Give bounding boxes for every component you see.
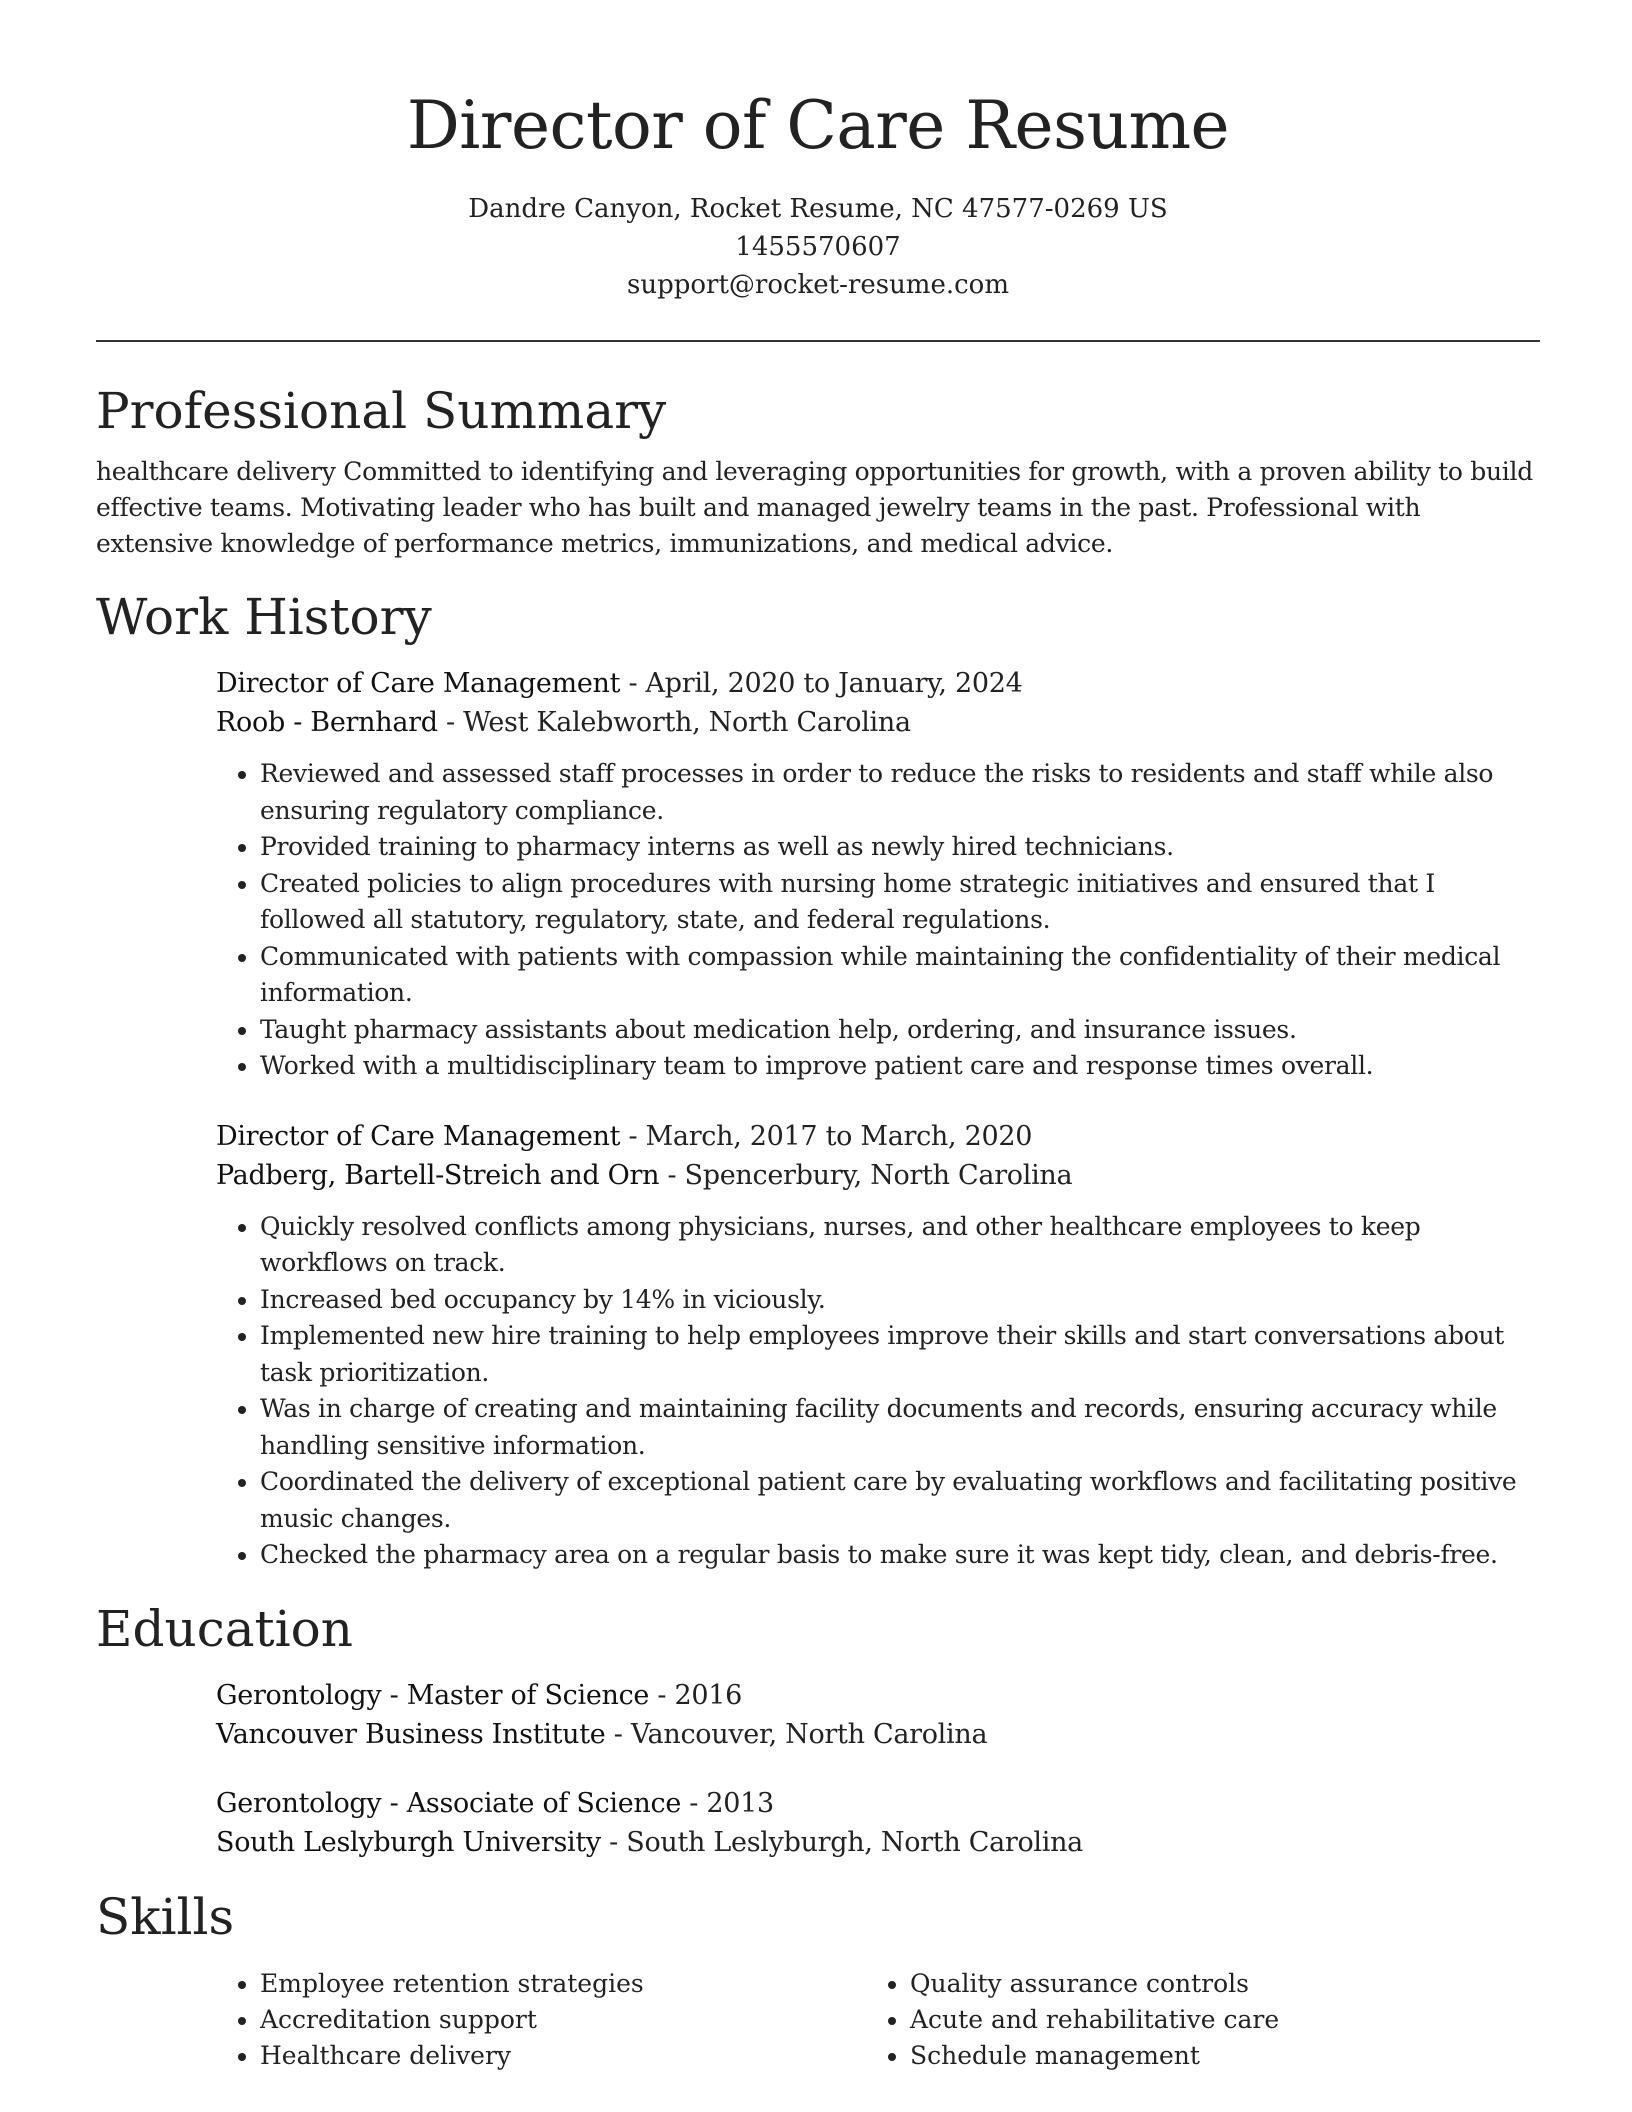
work-heading: Work History (96, 588, 432, 646)
job-dates: - April, 2020 to January, 2024 (620, 668, 1023, 699)
education-location: - Vancouver, North Carolina (605, 1718, 988, 1750)
education-field: Gerontology (216, 1787, 382, 1819)
education-degree: - Associate of Science (381, 1787, 682, 1819)
job-title: Director of Care Management (216, 668, 621, 699)
job-bullet: • Provided training to pharmacy interns as well as newly hired technicians. (260, 829, 1540, 866)
job-bullet: • Reviewed and assessed staff processes in order to reduce the risks to residents and staff while also ensuring regulatory compliance. (260, 756, 1540, 829)
job-bullets (216, 756, 1540, 1085)
job-location: - West Kalebworth, North Carolina (437, 707, 911, 738)
job-bullet: • Taught pharmacy assistants about medication help, ordering, and insurance issues. (260, 1012, 1540, 1049)
job-title-line (216, 1117, 1540, 1156)
job-bullet: • Implemented new hire training to help employees improve their skills and start conversations about task prioritization. (260, 1318, 1540, 1391)
job-title: Director of Care Management (216, 1120, 621, 1152)
contact-block (96, 190, 1540, 304)
job-bullets (216, 1209, 1540, 1574)
education-section (96, 1594, 1540, 1862)
job-bullet: • Increased bed occupancy by 14% in viciously. (260, 1282, 1540, 1319)
job-location: - Spencerbury, North Carolina (659, 1159, 1073, 1191)
education-year: - 2016 (649, 1679, 743, 1711)
job-entry (216, 664, 1540, 1085)
resume-page (96, 0, 1540, 2074)
resume-header (96, 0, 1540, 304)
skill-item: • Employee retention strategies (260, 1966, 866, 2002)
job-bullet: • Quickly resolved conflicts among physicians, nurses, and other healthcare employees to keep workflows on track. (260, 1209, 1540, 1282)
education-school-line (216, 1823, 1540, 1862)
summary-section (96, 376, 1540, 562)
skills-grid (216, 1966, 1540, 2074)
skill-item: • Healthcare delivery (260, 2038, 866, 2074)
skills-column-left (216, 1966, 866, 2074)
contact-email: support@rocket-resume.com (626, 270, 1009, 300)
education-degree: - Master of Science (381, 1679, 650, 1711)
job-dates: - March, 2017 to March, 2020 (620, 1120, 1033, 1152)
education-school-line (216, 1715, 1540, 1754)
education-field: Gerontology (216, 1679, 382, 1711)
skill-item: • Quality assurance controls (910, 1966, 1516, 2002)
job-title-line (216, 664, 1540, 703)
education-degree-line (216, 1784, 1540, 1823)
job-bullet: • Created policies to align procedures with nursing home strategic initiatives and ensured that I followed all statutory, regulatory, state, and federal regulations. (260, 866, 1540, 939)
education-year: - 2013 (681, 1787, 774, 1819)
job-company-line (216, 703, 1540, 742)
education-degree-line (216, 1676, 1540, 1715)
job-bullet: • Coordinated the delivery of exceptional patient care by evaluating workflows and facilitating positive music changes. (260, 1464, 1540, 1537)
job-bullet: • Checked the pharmacy area on a regular basis to make sure it was kept tidy, clean, and debris-free. (260, 1537, 1540, 1574)
job-company-line (216, 1156, 1540, 1195)
skill-item: • Schedule management (910, 2038, 1516, 2074)
job-bullet: • Communicated with patients with compassion while maintaining the confidentiality of their medical information. (260, 939, 1540, 1012)
skills-column-right (866, 1966, 1516, 2074)
contact-address: Dandre Canyon, Rocket Resume, NC 47577-0269 US (468, 194, 1168, 224)
resume-title: Director of Care Resume (406, 87, 1230, 164)
job-entry (216, 1117, 1540, 1574)
education-entry (216, 1784, 1540, 1862)
education-heading: Education (96, 1599, 353, 1658)
header-divider (96, 340, 1540, 342)
summary-text: healthcare delivery Committed to identifying and leveraging opportunities for growth, with a proven ability to build effective teams. Motivating leader who has built and managed jewelry teams in the past. Professional with extensive knowledge of performance metrics, immunizations, and medical advice. (96, 457, 1533, 558)
skills-heading: Skills (96, 1887, 235, 1946)
work-section (96, 582, 1540, 1574)
job-company: Padberg, Bartell-Streich and Orn (216, 1159, 660, 1191)
education-entry (216, 1676, 1540, 1754)
contact-phone: 1455570607 (735, 232, 901, 262)
education-location: - South Leslyburgh, North Carolina (600, 1826, 1083, 1858)
job-company: Roob - Bernhard (216, 707, 438, 738)
skills-section (96, 1882, 1540, 2074)
skill-item: • Accreditation support (260, 2002, 866, 2038)
summary-heading: Professional Summary (96, 382, 667, 440)
education-school: South Leslyburgh University (216, 1826, 601, 1858)
skill-item: • Acute and rehabilitative care (910, 2002, 1516, 2038)
job-bullet: • Worked with a multidisciplinary team to improve patient care and response times overall. (260, 1048, 1540, 1085)
job-bullet: • Was in charge of creating and maintaining facility documents and records, ensuring accuracy while handling sensitive information. (260, 1391, 1540, 1464)
education-school: Vancouver Business Institute (216, 1718, 606, 1750)
